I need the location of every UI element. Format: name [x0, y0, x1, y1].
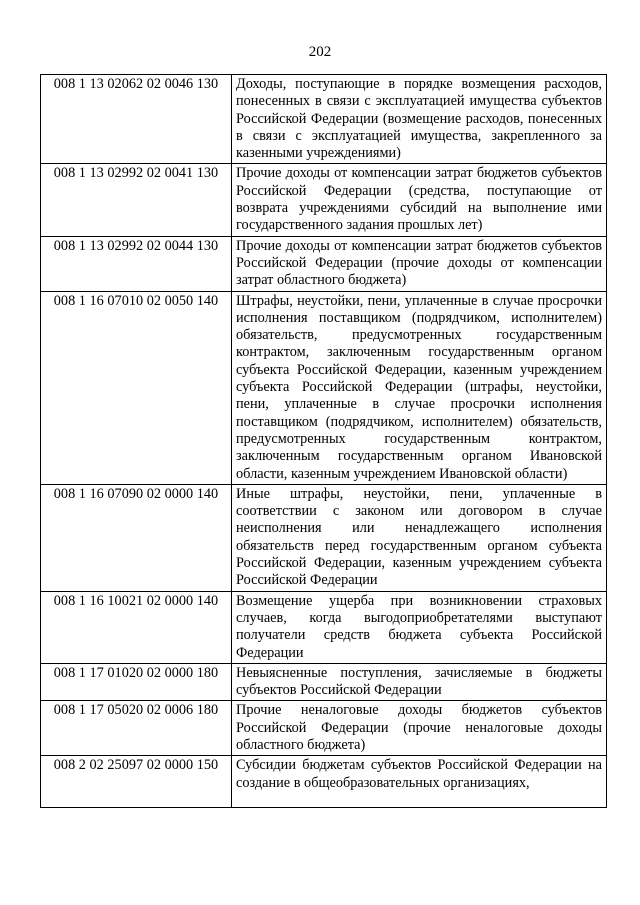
budget-code: 008 1 17 05020 02 0006 180: [41, 701, 232, 756]
budget-code: 008 1 16 10021 02 0000 140: [41, 591, 232, 663]
income-description: Доходы, поступающие в порядке возмещения расходов, понесенных в связи с эксплуатацией имущества субъектов Российской Федерации (возмещение расходов, понесенных в связи с эксплуатацией имущества, закрепленного за казенными учреждениями): [232, 75, 607, 164]
budget-codes-table: [40, 74, 607, 808]
budget-code: 008 1 16 07090 02 0000 140: [41, 484, 232, 591]
table-row: [41, 663, 607, 701]
income-description: Прочие доходы от компенсации затрат бюджетов субъектов Российской Федерации (средства, поступающие от возврата учреждениями субсидий на выполнение ими государственного задания прошлых лет): [232, 164, 607, 236]
income-description: Иные штрафы, неустойки, пени, уплаченные в соответствии с законом или договором в случае неисполнения или ненадлежащего исполнения обязательств перед государственным органом субъекта Российской Федерации, казенным учреждением субъекта Российской Федерации: [232, 484, 607, 591]
income-description: Невыясненные поступления, зачисляемые в бюджеты субъектов Российской Федерации: [232, 663, 607, 701]
table-row: [41, 164, 607, 236]
table-row: [41, 701, 607, 756]
budget-code: 008 1 13 02062 02 0046 130: [41, 75, 232, 164]
table-row: [41, 291, 607, 484]
income-description: Прочие доходы от компенсации затрат бюджетов субъектов Российской Федерации (прочие доходы от компенсации затрат областного бюджета): [232, 236, 607, 291]
budget-code: 008 1 17 01020 02 0000 180: [41, 663, 232, 701]
budget-code: 008 2 02 25097 02 0000 150: [41, 756, 232, 808]
income-description: Возмещение ущерба при возникновении страховых случаев, когда выгодоприобретателями выступают получатели средств бюджета субъекта Российской Федерации: [232, 591, 607, 663]
budget-code: 008 1 13 02992 02 0044 130: [41, 236, 232, 291]
table-row: [41, 756, 607, 808]
budget-code: 008 1 13 02992 02 0041 130: [41, 164, 232, 236]
table-row: [41, 484, 607, 591]
income-description: [232, 756, 607, 808]
table-row: [41, 75, 607, 164]
income-description: Штрафы, неустойки, пени, уплаченные в случае просрочки исполнения поставщиком (подрядчиком, исполнителем) обязательств, предусмотренных государственным контрактом, заключенным государственным органом субъекта Российской Федерации, казенным учреждением субъекта Российской Федерации (штрафы, неустойки, пени, уплаченные в случае просрочки исполнения поставщиком (подрядчиком, исполнителем) обязательств, предусмотренных государственным контрактом, заключенным государственным органом Ивановской области, казенным учреждением Ивановской области): [232, 291, 607, 484]
income-description-text: Субсидии бюджетам субъектов Российской Федерации на создание в общеобразовательных организациях,: [236, 757, 602, 791]
income-description: Прочие неналоговые доходы бюджетов субъектов Российской Федерации (прочие неналоговые доходы областного бюджета): [232, 701, 607, 756]
page-number: 202: [308, 44, 332, 60]
table-row: [41, 236, 607, 291]
table-row: [41, 591, 607, 663]
budget-code: 008 1 16 07010 02 0050 140: [41, 291, 232, 484]
